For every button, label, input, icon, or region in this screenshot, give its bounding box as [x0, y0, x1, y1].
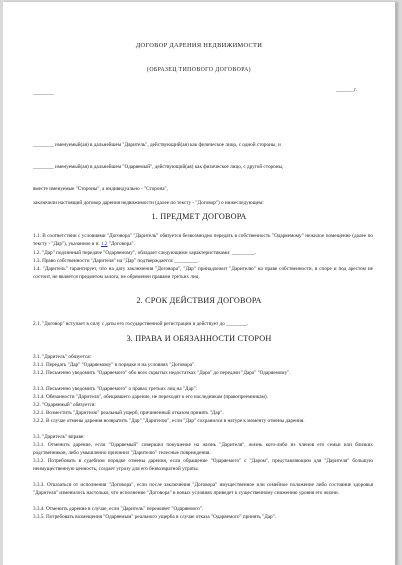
clause-reference-link[interactable]: 1.2	[100, 240, 108, 247]
clause-3-2-2: 3.2.2. В случае отмены дарения возвратить "Дар" "Дарителю", если "Дар" сохранился в натуре к моменту отмены дарения.	[33, 418, 305, 424]
clause-1-3: 1.3. Право собственности "Дарителя" на "Дар" подтверждается _________.	[33, 258, 199, 264]
section-heading-1: 1. ПРЕДМЕТ ДОГОВОРА	[151, 212, 247, 221]
document-page	[3, 2, 396, 565]
preamble-conclusion: заключили настоящий договор дарения недвижимости (далее по тексту - "Договор") о нижеследующем:	[33, 200, 264, 206]
clause-3-3-4: 3.3.4. Отменить дарение в случае, если "Даритель" переживет "Одаряемого".	[33, 506, 204, 512]
clause-3-3-2: 3.3.2. Потребовать в судебном порядке отмены дарения, если обращение "Одаряемого" с "Даром", представляющим для "Дарителя" большую неимущественную ценность, создает угрозу для его безвозвратной утраты.	[33, 458, 373, 472]
clause-1-2: 1.2. "Дар" подлинный передаче "Одаряемому", обладает следующими характеристиками: _________.	[33, 250, 257, 256]
clause-3-2-1: 3.2.1. Возместить "Дарителю" реальный ущерб, причиненный отказом принять "Дар".	[33, 410, 224, 416]
place-blank: ________	[33, 90, 54, 96]
section-heading-2: 2. СРОК ДЕЙСТВИЯ ДОГОВОРА	[136, 296, 262, 305]
clause-3-1: 3.1. "Даритель" обязуется:	[33, 354, 92, 360]
preamble-donee: ________ именуемый(ая) в дальнейшем "Одаряемый", действующий(ая) как физическое лицо, с другой стороны,	[33, 164, 284, 170]
document-subtitle: (ОБРАЗЕЦ ТИПОВОГО ДОГОВОРА)	[146, 67, 252, 73]
clause-3-3-5: 3.3.5. Потребовать возмещения "Одаряемым" реального ущерба в случае отказа "Одаряемого" принять "Дар".	[33, 514, 277, 520]
date-blank: _______г.	[336, 87, 357, 93]
clause-3-1-1: 3.1.1. Передать "Дар" "Одаряемому" в порядке и на условиях "Договора".	[33, 362, 196, 368]
preamble-parties: вместе именуемые "Стороны", а индивидуально - "Сторона",	[33, 186, 168, 192]
section-heading-3: 3. ПРАВА И ОБЯЗАННОСТИ СТОРОН	[126, 334, 272, 343]
clause-1-4: 1.4. "Даритель" гарантирует, что на дату заключения "Договора", "Дар" принадлежит "Дарителю" на праве собственности, в споре и под арестом не состоит, не является предметом залога, не обременен правами третьих лиц.	[33, 266, 373, 280]
clause-3-3-1: 3.3.1. Отменить дарение, если "Одаряемый" совершил покушение на жизнь "Дарителя", жизнь кого-либо из членов его семьи или близких родственников, либо умышленно причинил "Дарителю" телесные повреждения.	[33, 442, 373, 456]
clause-3-3: 3.3. "Даритель" вправе:	[33, 434, 85, 440]
document-title: ДОГОВОР ДАРЕНИЯ НЕДВИЖИМОСТИ	[135, 42, 263, 49]
clause-3-1-3: 3.1.3. Письменно уведомить "Одаряемого" о правах третьих лиц на "Дар".	[33, 386, 197, 392]
clause-3-2: 3.2. "Одаряемый" обязуется:	[33, 402, 96, 408]
preamble-donor: ________ именуемый(ая) в дальнейшем "Даритель", действующий(ая) как физическое лицо, с одной стороны, и	[33, 142, 281, 148]
clause-3-3-3: 3.3.3. Отказаться от исполнения "Договора", если после заключения "Договора" имущественное или семейное положение либо состояние здоровья "Дарителя" изменилось настолько, что исполнение "Договора" в новых условиях приведет к существенному снижению уровня его жизни.	[33, 482, 373, 496]
clause-2-1: 2.1. "Договор" вступает в силу с даты его государственной регистрации и действует до ________.	[33, 321, 249, 327]
clause-1-1: 1.1. В соответствии с условиями "Договора" "Даритель" обязуется безвозмездно передать в собственность "Одаряемому" нежилое помещение (далее по тексту - "Дар"), указанное в п. 1.2 "Договора".	[33, 233, 373, 247]
clause-3-1-4: 3.1.4. Обязанности "Дарителя", обещавшего дарение, не переходят к его наследникам (правопреемникам).	[33, 394, 268, 400]
clause-3-1-2: 3.1.2. Письменно уведомить "Одаряемого" обо всех скрытых недостатках "Дара" до передачи "Дара" "Одаряемому".	[33, 370, 291, 376]
